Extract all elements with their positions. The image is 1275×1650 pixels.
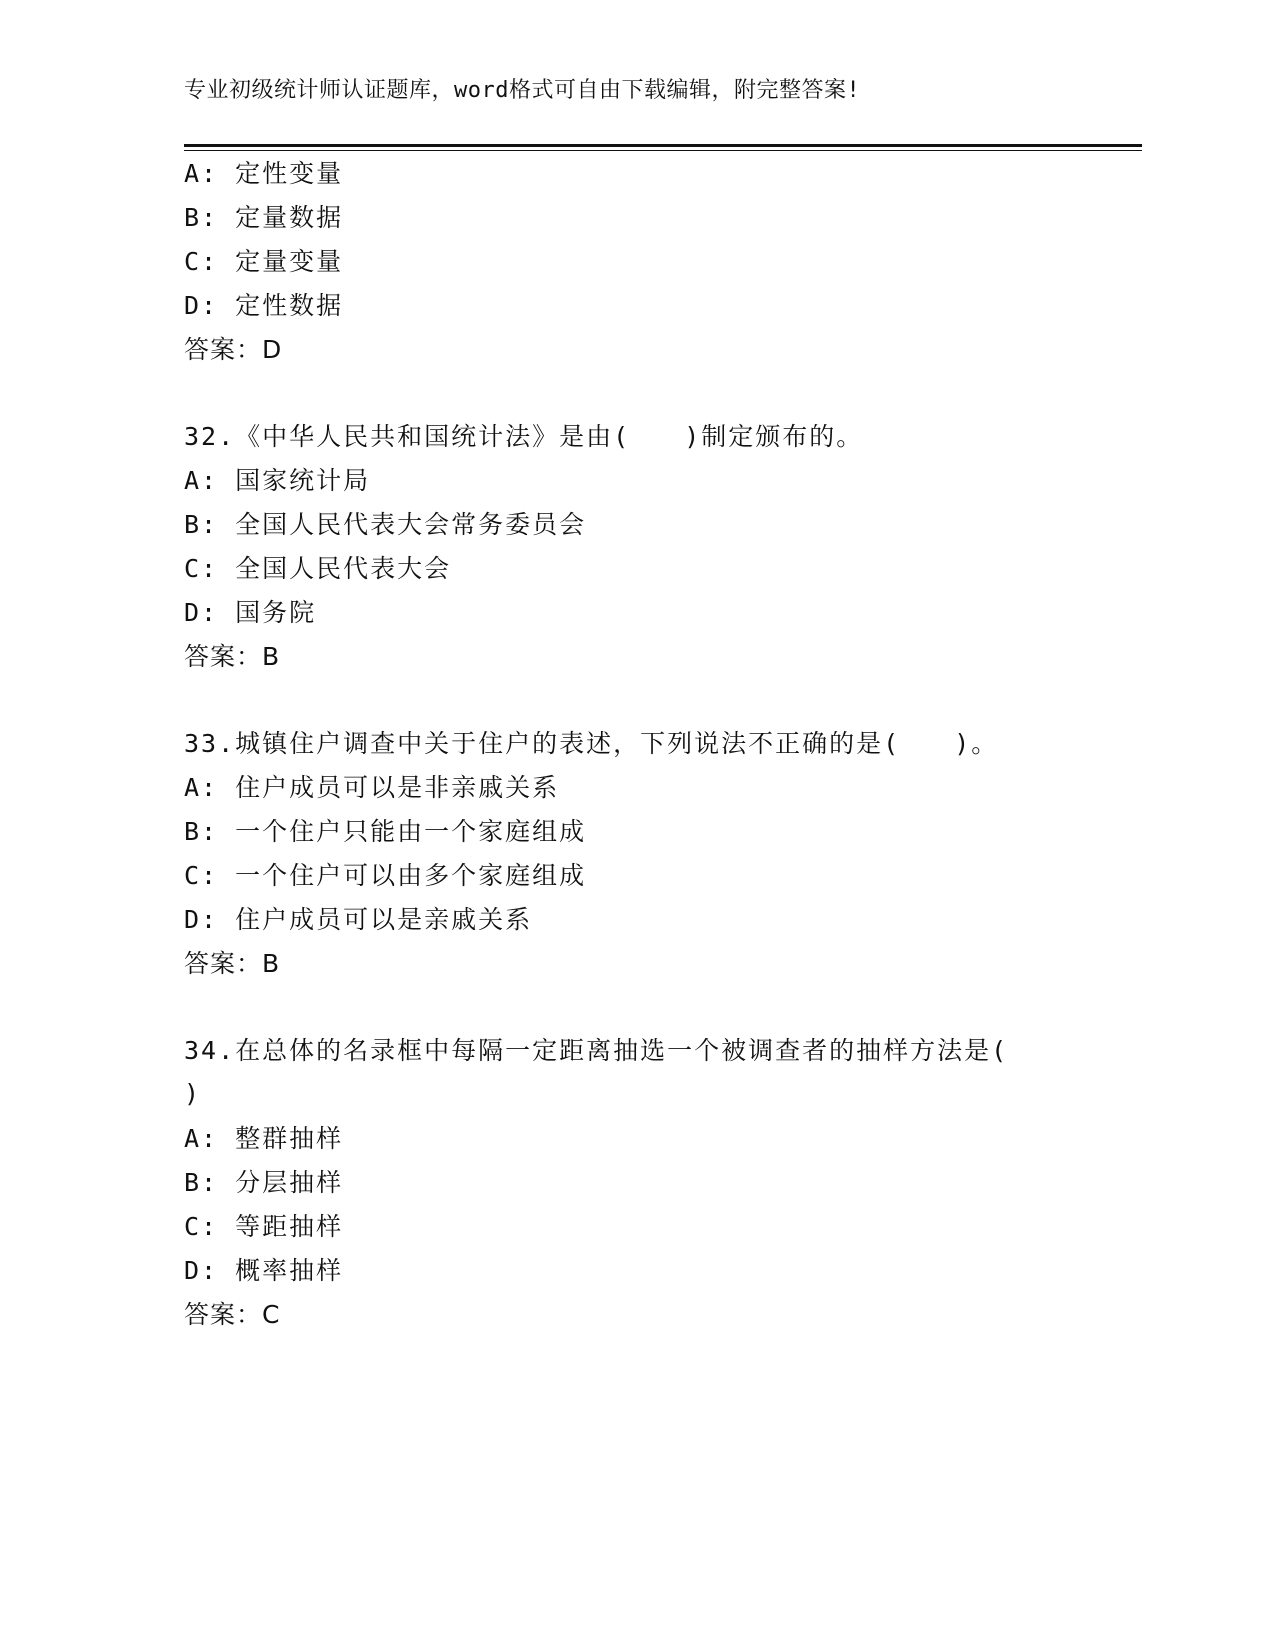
page-header: 专业初级统计师认证题库，word格式可自由下载编辑，附完整答案! [184, 78, 861, 103]
q33-option-d: D: 住户成员可以是亲戚关系 [184, 905, 533, 934]
q34-option-b: B: 分层抽样 [184, 1168, 344, 1197]
q33-answer: 答案：B [184, 949, 281, 978]
q32-option-c: C: 全国人民代表大会 [184, 554, 452, 583]
q34-answer: 答案：C [184, 1300, 281, 1329]
q34-question: 34.在总体的名录框中每隔一定距离抽选一个被调查者的抽样方法是( [184, 1036, 1009, 1065]
q31-option-b: B: 定量数据 [184, 203, 344, 232]
q33-option-b: B: 一个住户只能由一个家庭组成 [184, 817, 587, 846]
q31-answer: 答案：D [184, 335, 283, 364]
q32-option-b: B: 全国人民代表大会常务委员会 [184, 510, 587, 539]
q33-option-a: A: 住户成员可以是非亲戚关系 [184, 773, 560, 802]
q34-option-c: C: 等距抽样 [184, 1212, 344, 1241]
q31-option-c: C: 定量变量 [184, 247, 344, 276]
q31-option-a: A: 定性变量 [184, 159, 344, 188]
q33-question: 33.城镇住户调查中关于住户的表述，下列说法不正确的是( )。 [184, 729, 999, 758]
q32-answer: 答案：B [184, 642, 281, 671]
q31-option-d: D: 定性数据 [184, 291, 344, 320]
header-rule-thick [184, 144, 1142, 147]
q32-question: 32.《中华人民共和国统计法》是由( )制定颁布的。 [184, 422, 864, 451]
q34-question-continued: ) [184, 1079, 202, 1108]
q33-option-c: C: 一个住户可以由多个家庭组成 [184, 861, 587, 890]
q32-option-a: A: 国家统计局 [184, 466, 371, 495]
q34-option-d: D: 概率抽样 [184, 1256, 344, 1285]
q32-option-d: D: 国务院 [184, 598, 317, 627]
header-rule-thin [184, 150, 1142, 151]
q34-option-a: A: 整群抽样 [184, 1124, 344, 1153]
